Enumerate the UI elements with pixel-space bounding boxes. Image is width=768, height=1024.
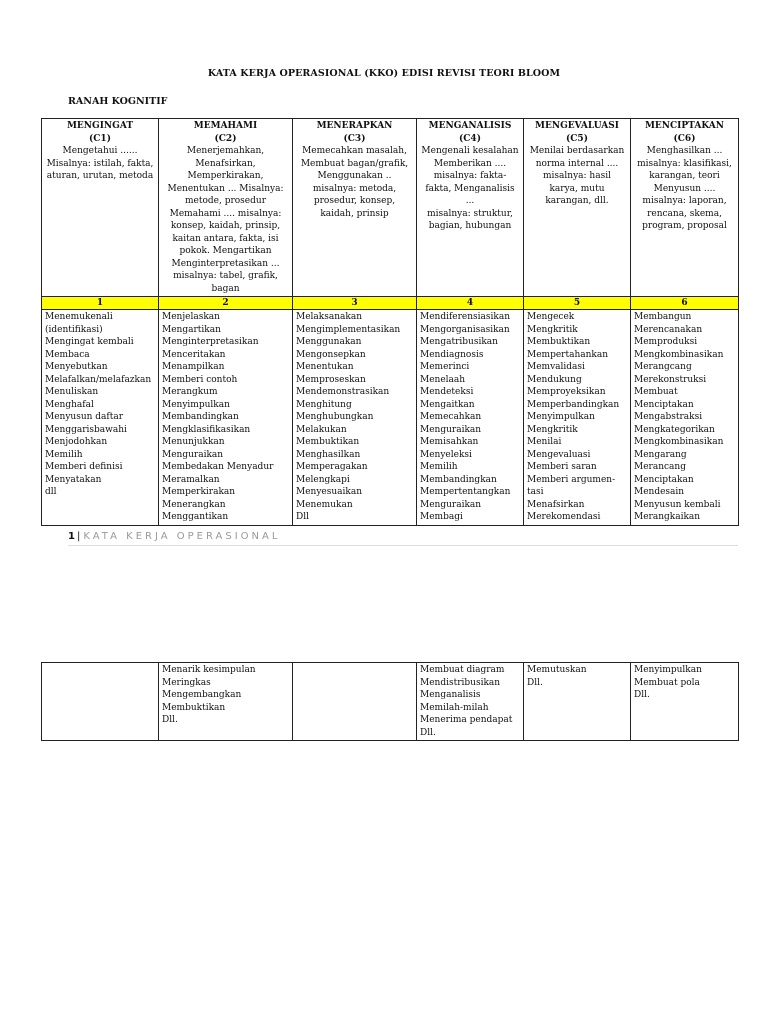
- header-desc: Memecahkan masalah, Membuat bagan/grafik, Menggunakan .. misalnya: metoda, prosedur, konsep, kaidah, prinsip: [300, 146, 409, 219]
- continuation-row: [42, 663, 739, 741]
- header-code: (C3): [343, 133, 366, 144]
- verb-list-c4: Mendiferensiasikan Mengorganisasikan Mengatribusikan Mendiagnosis Memerinci Menelaah Mendeteksi Mengaitkan Memecahkan Menguraikan Memisahkan Menyeleksi Memilih Membandingkan Mempertentangkan Menguraikan Membagi: [417, 310, 524, 526]
- verb-list-c2: Menjelaskan Mengartikan Menginterpretasikan Menceritakan Menampilkan Memberi contoh Merangkum Menyimpulkan Membandingkan Mengklasifikasikan Menunjukkan Menguraikan Membedakan Menyadur Meramalkan Memperkirakan Menerangkan Menggantikan: [159, 310, 293, 526]
- number-row: [42, 297, 739, 310]
- header-name: MENGEVALUASI: [535, 121, 619, 131]
- cont-list-c3: [293, 663, 417, 741]
- section-label: RANAH KOGNITIF: [68, 96, 168, 107]
- footer-separator: |: [76, 531, 81, 542]
- verb-list-c5: Mengecek Mengkritik Membuktikan Mempertahankan Memvalidasi Mendukung Memproyeksikan Memperbandingkan Menyimpulkan Mengkritik Menilai Mengevaluasi Memberi saran Memberi argumen- tasi Menafsirkan Merekomendasi: [524, 310, 631, 526]
- header-cell-c3: [293, 119, 417, 297]
- header-desc: Mengenali kesalahan Memberikan .... misalnya: fakta- fakta, Menganalisis ... misalnya: struktur, bagian, hubungan: [421, 146, 519, 231]
- header-desc: Mengetahui ...... Misalnya: istilah, fakta, aturan, urutan, metoda: [46, 146, 154, 181]
- header-cell-c2: [159, 119, 293, 297]
- header-code: (C5): [566, 133, 588, 144]
- cont-list-c5: Memutuskan Dll.: [524, 663, 631, 741]
- header-cell-c6: [631, 119, 739, 297]
- number-cell: 5: [524, 297, 631, 310]
- header-code: (C2): [214, 133, 237, 144]
- cont-list-c4: Membuat diagram Mendistribusikan Menganalisis Memilah-milah Menerima pendapat Dll.: [417, 663, 524, 741]
- footer-rule: [68, 545, 738, 546]
- header-row: [42, 119, 739, 297]
- number-cell: 4: [417, 297, 524, 310]
- verb-list-c1: Menemukenali (identifikasi) Mengingat kembali Membaca Menyebutkan Melafalkan/melafazkan Menuliskan Menghafal Menyusun daftar Menggarisbawahi Menjodohkan Memilih Memberi definisi Menyatakan dll: [42, 310, 159, 526]
- verb-list-row: [42, 310, 739, 526]
- page-footer: [68, 531, 280, 542]
- header-name: MENGINGAT: [66, 121, 134, 131]
- header-name: MENERAPKAN: [316, 121, 393, 131]
- header-cell-c5: [524, 119, 631, 297]
- cont-list-c1: [42, 663, 159, 741]
- kko-table-continuation: [41, 662, 739, 741]
- number-cell: 3: [293, 297, 417, 310]
- header-name: MENGANALISIS: [428, 121, 512, 131]
- header-code: (C1): [89, 133, 111, 144]
- number-cell: 1: [42, 297, 159, 310]
- header-desc: Menilai berdasarkan norma internal .... misalnya: hasil karya, mutu karangan, dll.: [529, 146, 625, 206]
- kko-table: [41, 118, 739, 526]
- header-name: MENCIPTAKAN: [644, 121, 725, 131]
- document-title: KATA KERJA OPERASIONAL (KKO) EDISI REVISI TEORI BLOOM: [207, 68, 561, 79]
- header-cell-c4: [417, 119, 524, 297]
- header-name: MEMAHAMI: [193, 121, 258, 131]
- number-cell: 6: [631, 297, 739, 310]
- header-code: (C6): [673, 133, 696, 144]
- header-code: (C4): [459, 133, 481, 144]
- page-number: 1: [68, 531, 75, 542]
- header-cell-c1: [42, 119, 159, 297]
- cont-list-c6: Menyimpulkan Membuat pola Dll.: [631, 663, 739, 741]
- cont-list-c2: Menarik kesimpulan Meringkas Mengembangkan Membuktikan Dll.: [159, 663, 293, 741]
- running-title: KATA KERJA OPERASIONAL: [83, 531, 281, 542]
- number-cell: 2: [159, 297, 293, 310]
- header-desc: Menghasilkan ... misalnya: klasifikasi, karangan, teori Menyusun .... misalnya: laporan, rencana, skema, program, proposal: [637, 146, 732, 231]
- header-desc: Menerjemahkan, Menafsirkan, Memperkirakan, Menentukan ... Misalnya: metode, prosedur Memahami .... misalnya: konsep, kaidah, prinsip, kaitan antara, fakta, isi pokok. Mengartikan Menginterpretasikan ... misalnya: tabel, grafik, bagan: [167, 146, 284, 294]
- verb-list-c6: Membangun Merencanakan Memproduksi Mengkombinasikan Merangcang Merekonstruksi Membuat Menciptakan Mengabstraksi Mengkategorikan Mengkombinasikan Mengarang Merancang Menciptakan Mendesain Menyusun kembali Merangkaikan: [631, 310, 739, 526]
- verb-list-c3: Melaksanakan Mengimplementasikan Menggunakan Mengonsepkan Menentukan Memproseskan Mendemonstrasikan Menghitung Menghubungkan Melakukan Membuktikan Menghasilkan Memperagakan Melengkapi Menyesuaikan Menemukan Dll: [293, 310, 417, 526]
